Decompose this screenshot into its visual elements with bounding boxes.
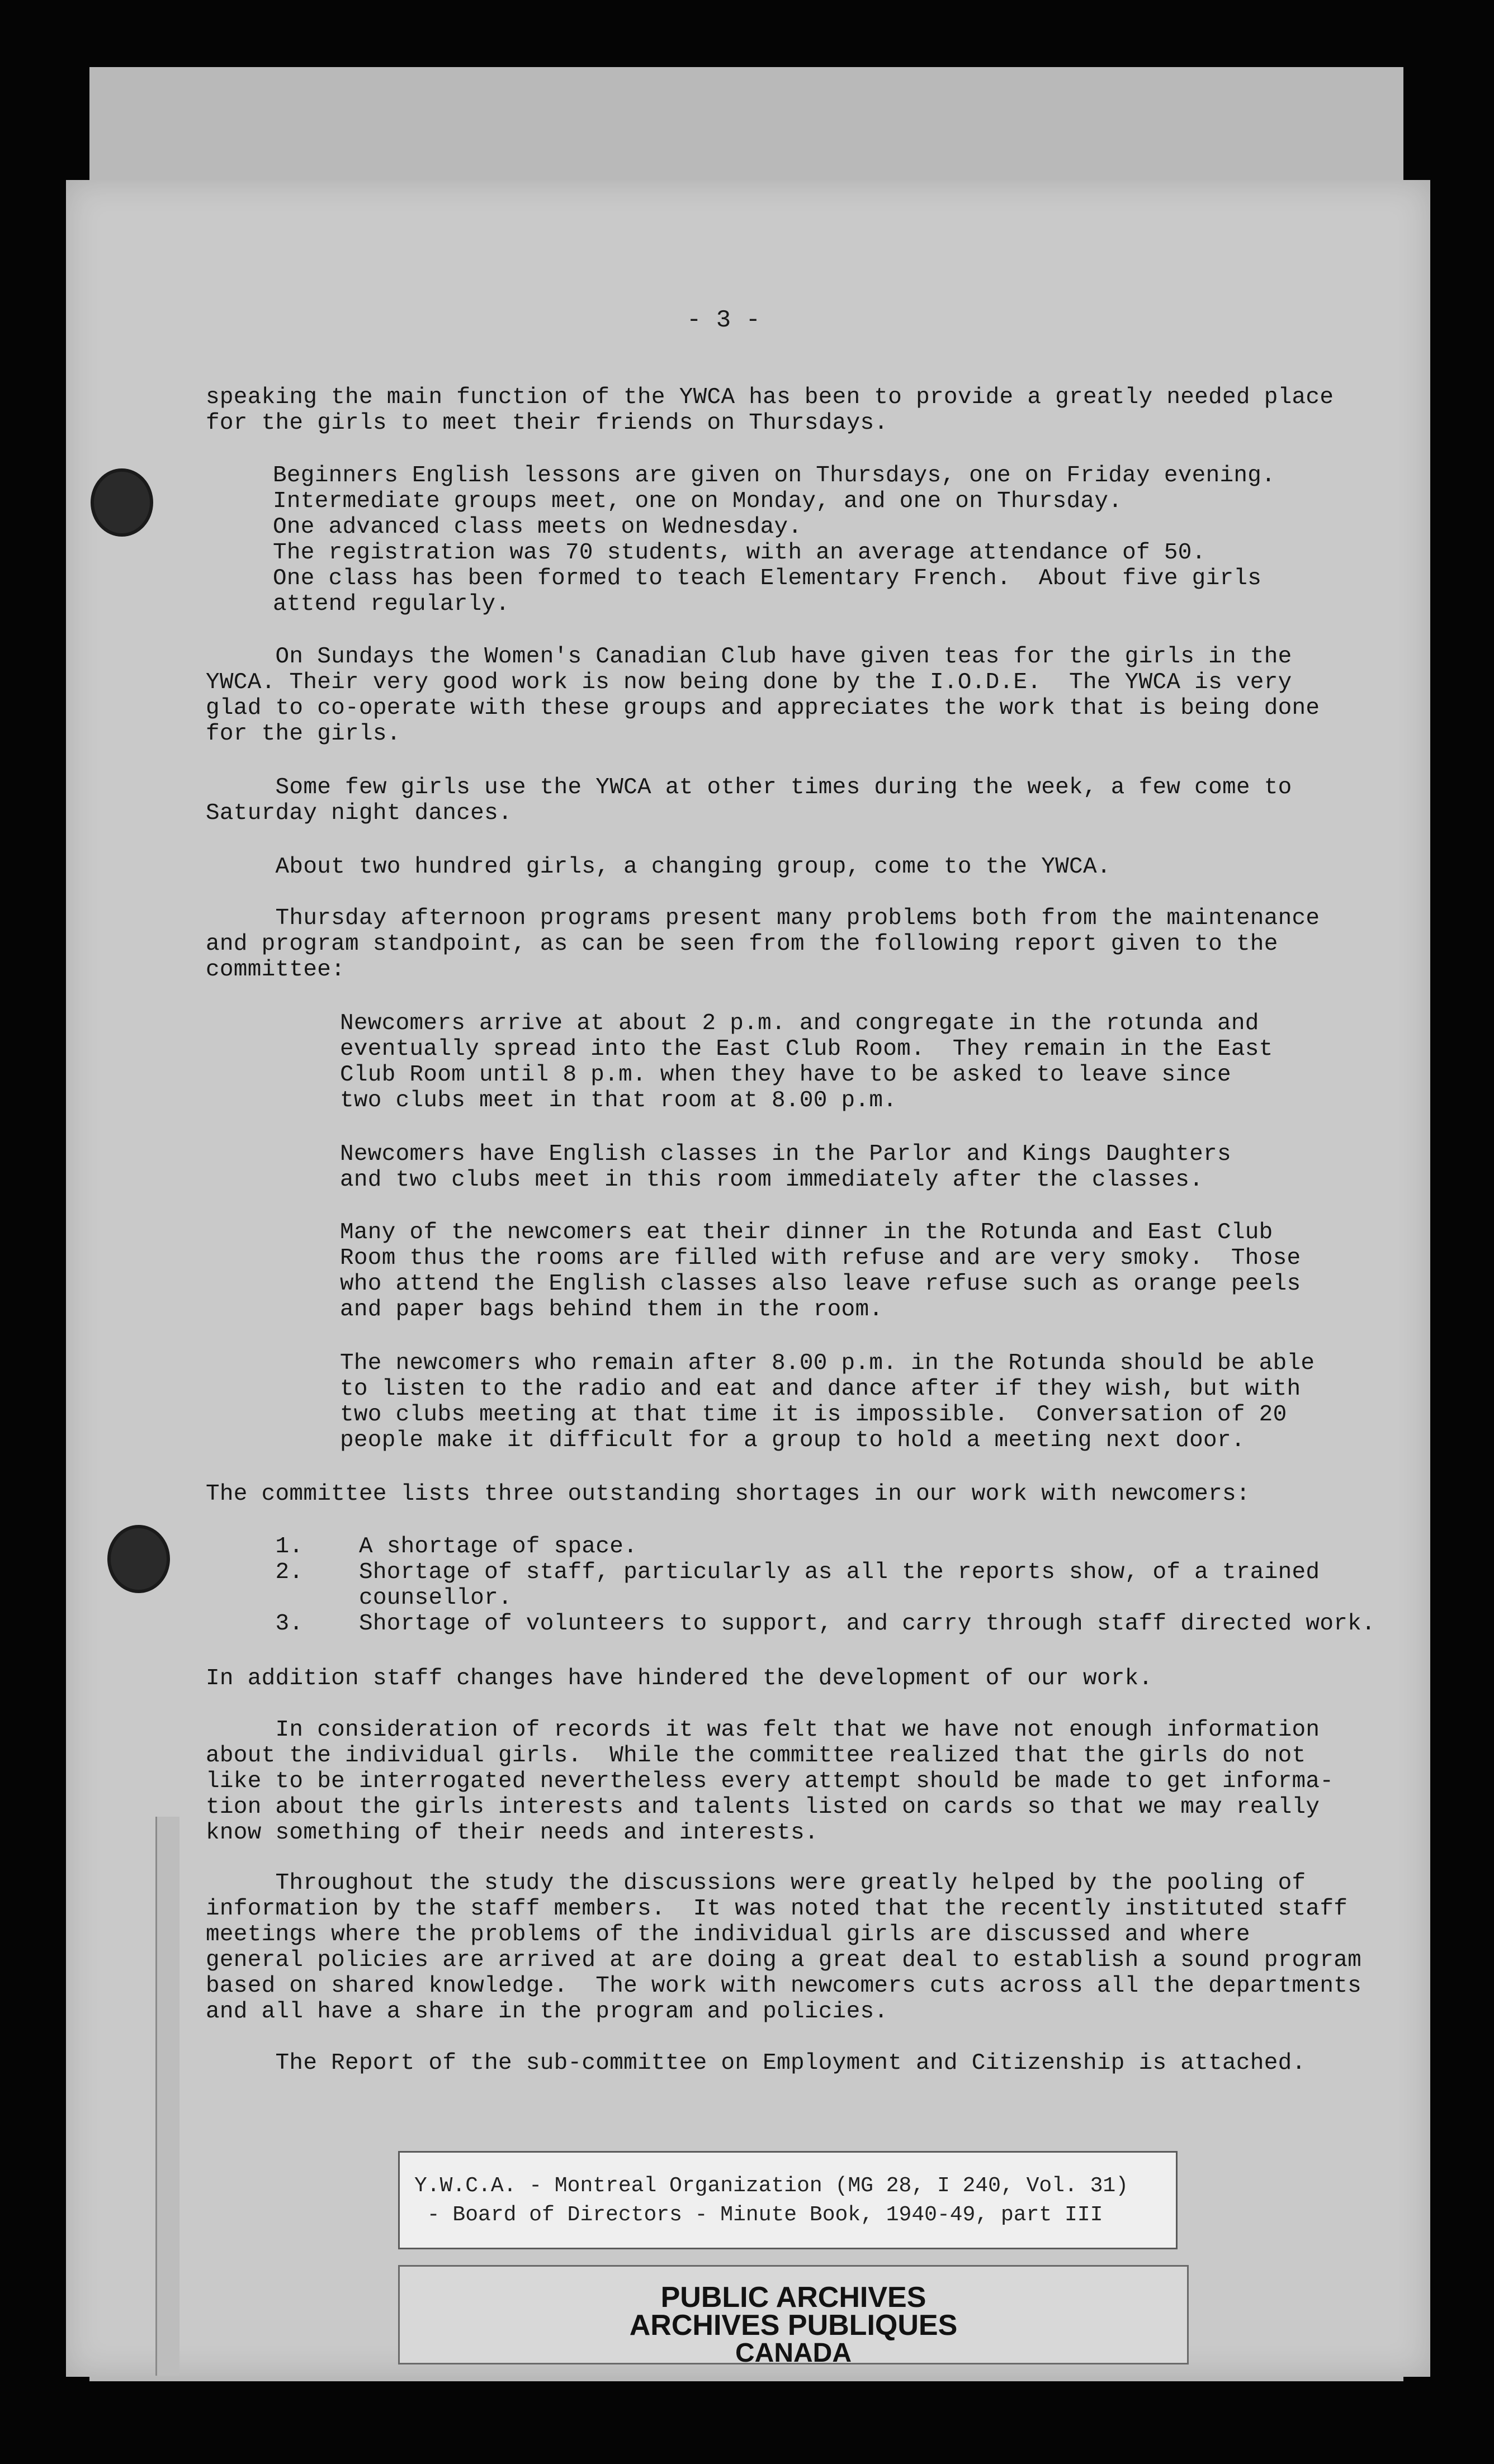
paragraph: In addition staff changes have hindered the development of our work. — [206, 1666, 1153, 1691]
label-line: Y.W.C.A. - Montreal Organization (MG 28, I 240, Vol. 31) — [414, 2174, 1129, 2198]
punch-hole-icon — [91, 468, 153, 537]
punch-hole-icon — [107, 1525, 170, 1593]
archive-reference-label — [398, 2151, 1178, 2249]
paragraph: In consideration of records it was felt that we have not enough information about the individual girls. While the committee realized that the girls do not like to be interrogated nevertheless every attempt should be made to get informa- tion about the girls interests and talents listed on cards so that we may really know something of their needs and interests. — [206, 1717, 1334, 1846]
stamp-line: ARCHIVES PUBLIQUES — [629, 2309, 958, 2342]
paragraph: About two hundred girls, a changing group, come to the YWCA. — [206, 854, 1111, 880]
classes-list: Beginners English lessons are given on Thursdays, one on Friday evening. Intermediate groups meet, one on Monday, and one on Thursday. One advanced class meets on Wednesday. The registration was 70 students, with an average attendance of 50. One class has been formed to teach Elementary French. About five girls attend regularly. — [273, 463, 1276, 617]
paragraph: Some few girls use the YWCA at other times during the week, a few come to Saturday night dances. — [206, 775, 1292, 826]
paragraph: speaking the main function of the YWCA has been to provide a greatly needed place for the girls to meet their friends on Thursdays. — [206, 385, 1334, 436]
quoted-report: Newcomers have English classes in the Parlor and Kings Daughters and two clubs meet in this room immediately after the classes. — [340, 1141, 1231, 1193]
paragraph: The Report of the sub-committee on Employment and Citizenship is attached. — [206, 2050, 1306, 2076]
quoted-report: Newcomers arrive at about 2 p.m. and congregate in the rotunda and eventually spread into the East Club Room. They remain in the East Club Room until 8 p.m. when they have to be asked to leave since two clubs meet in that room at 8.00 p.m. — [340, 1011, 1273, 1113]
paragraph: Throughout the study the discussions were greatly helped by the pooling of information by the staff members. It was noted that the recently instituted staff meetings where the problems of the individual girls are discussed and where general policies are arrived at are doing a great deal to establish a sound program based on shared knowledge. The work with newcomers cuts across all the departments and all have a share in the program and policies. — [206, 1870, 1362, 2025]
stamp-line: CANADA — [735, 2338, 852, 2368]
paragraph: The committee lists three outstanding shortages in our work with newcomers: — [206, 1481, 1250, 1507]
label-line: - Board of Directors - Minute Book, 1940-49, part III — [414, 2203, 1103, 2227]
quoted-report: The newcomers who remain after 8.00 p.m. in the Rotunda should be able to listen to the radio and eat and dance after if they wish, but with two clubs meeting at that time it is impossible. Conversation of 20 people make it difficult for a group to hold a meeting next door. — [340, 1351, 1315, 1453]
stamp-line: PUBLIC ARCHIVES — [660, 2281, 926, 2314]
shortages-list: 1. A shortage of space. 2. Shortage of staff, particularly as all the reports show, of a trained counsellor. 3. Shortage of volunteers to support, and carry through staff directed work. — [275, 1534, 1375, 1637]
paragraph: Thursday afternoon programs present many problems both from the maintenance and program standpoint, as can be seen from the following report given to the committee: — [206, 906, 1320, 983]
page-number: - 3 - — [687, 306, 761, 334]
quoted-report: Many of the newcomers eat their dinner in the Rotunda and East Club Room thus the rooms are filled with refuse and are very smoky. Those who attend the English classes also leave refuse such as orange peels and paper bags behind them in the room. — [340, 1220, 1301, 1323]
archives-stamp — [398, 2265, 1189, 2368]
paragraph: On Sundays the Women's Canadian Club have given teas for the girls in the YWCA. Their very good work is now being done by the I.O.D.E. The YWCA is very glad to co-operate with these groups and appreciates the work that is being done for the girls. — [206, 644, 1320, 747]
page-edge — [155, 1817, 179, 2376]
